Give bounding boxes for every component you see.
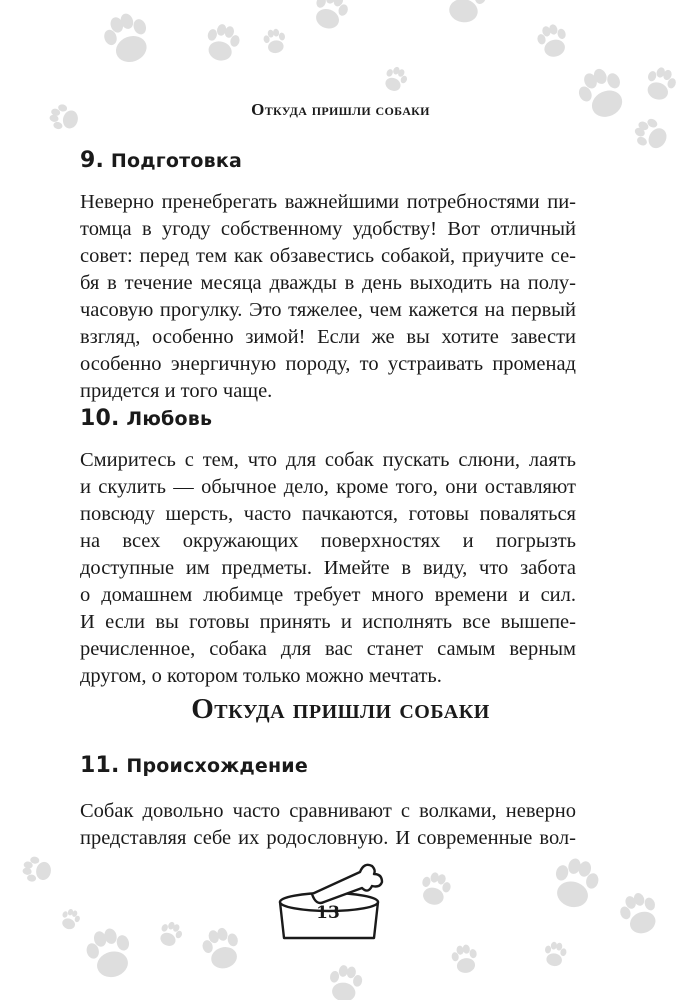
section-title: Подготовка (110, 150, 242, 172)
text-line: повсюду шерсть, часто пачкаются, готовы поваляться (80, 503, 576, 525)
text-line: томца в угоду собственному удобству! Вот отличный (80, 218, 576, 240)
paw-print-icon (417, 870, 453, 908)
paw-print-icon (58, 907, 82, 932)
section-heading-10 (80, 406, 212, 431)
paw-print-icon (616, 889, 664, 939)
text-line: придется и того чаще. (80, 380, 273, 402)
paw-print-icon (262, 27, 287, 54)
paw-print-icon (535, 22, 571, 60)
text-line: речисленное, собака для вас станет самым верным (80, 638, 576, 660)
text-line: бя в течение месяца дважды в день выходить на полу- (80, 272, 576, 294)
text-line: совет: перед тем как обзавестись собакой, приучите се- (80, 245, 576, 267)
paragraph-origin (80, 798, 576, 852)
page-number: 13 (316, 903, 340, 923)
text-line: другом, о котором только можно мечтать. (80, 665, 442, 687)
paw-print-icon (309, 0, 352, 33)
text-line: и скулить — обычное дело, кроме того, они оставляют (80, 476, 576, 498)
paw-print-icon (156, 919, 186, 950)
text-line: о домашнем любимце требует много времени и сил. (80, 584, 576, 606)
text-line: особенно энергичную породу, то устраивать променад (80, 353, 576, 375)
paw-print-icon (542, 940, 567, 967)
text-line: Собак довольно часто сравнивают с волками, неверно (80, 800, 576, 822)
text-line: взгляд, особенно зимой! Если же вы хотите завести (80, 326, 576, 348)
text-line: на всех окружающих поверхностях и погрызть (80, 530, 576, 552)
section-number: 11. (80, 753, 120, 778)
paw-print-icon (326, 963, 364, 1000)
paw-print-icon (199, 925, 244, 973)
text-line: часовую прогулку. Это тяжелее, чем кажется на первый (80, 299, 576, 321)
chapter-title: Откуда пришли собаки (191, 693, 490, 725)
paragraph-preparation (80, 189, 576, 405)
paw-print-icon (630, 114, 672, 155)
paw-print-icon (381, 64, 411, 95)
section-title: Происхождение (126, 755, 308, 777)
section-number: 10. (80, 406, 120, 431)
paw-print-icon (450, 943, 480, 975)
paw-print-icon (99, 8, 156, 68)
text-line: представляя себе их родословную. И современные вол- (80, 827, 576, 849)
paragraph-love (80, 447, 576, 690)
section-heading-11 (80, 753, 308, 778)
paw-print-icon (21, 855, 53, 885)
paw-print-icon (641, 64, 679, 104)
dog-bowl-with-bone-icon (272, 858, 412, 940)
text-line: Смиритесь с тем, что для собак пускать слюни, лаять (80, 449, 576, 471)
text-line: И если вы готовы принять и исполнять все вышепе- (80, 611, 576, 633)
section-title: Любовь (126, 408, 213, 430)
paw-print-icon (82, 924, 136, 982)
paw-print-icon (548, 854, 602, 912)
running-header: Откуда пришли собаки (251, 100, 430, 119)
paw-print-icon (202, 21, 243, 64)
section-heading-9 (80, 148, 242, 173)
text-line: доступные им предметы. Имейте в виду, что забота (80, 557, 576, 579)
text-line: Неверно пренебрегать важнейшими потребностями пи- (80, 191, 576, 213)
paw-print-icon (442, 0, 489, 25)
section-number: 9. (80, 148, 105, 173)
